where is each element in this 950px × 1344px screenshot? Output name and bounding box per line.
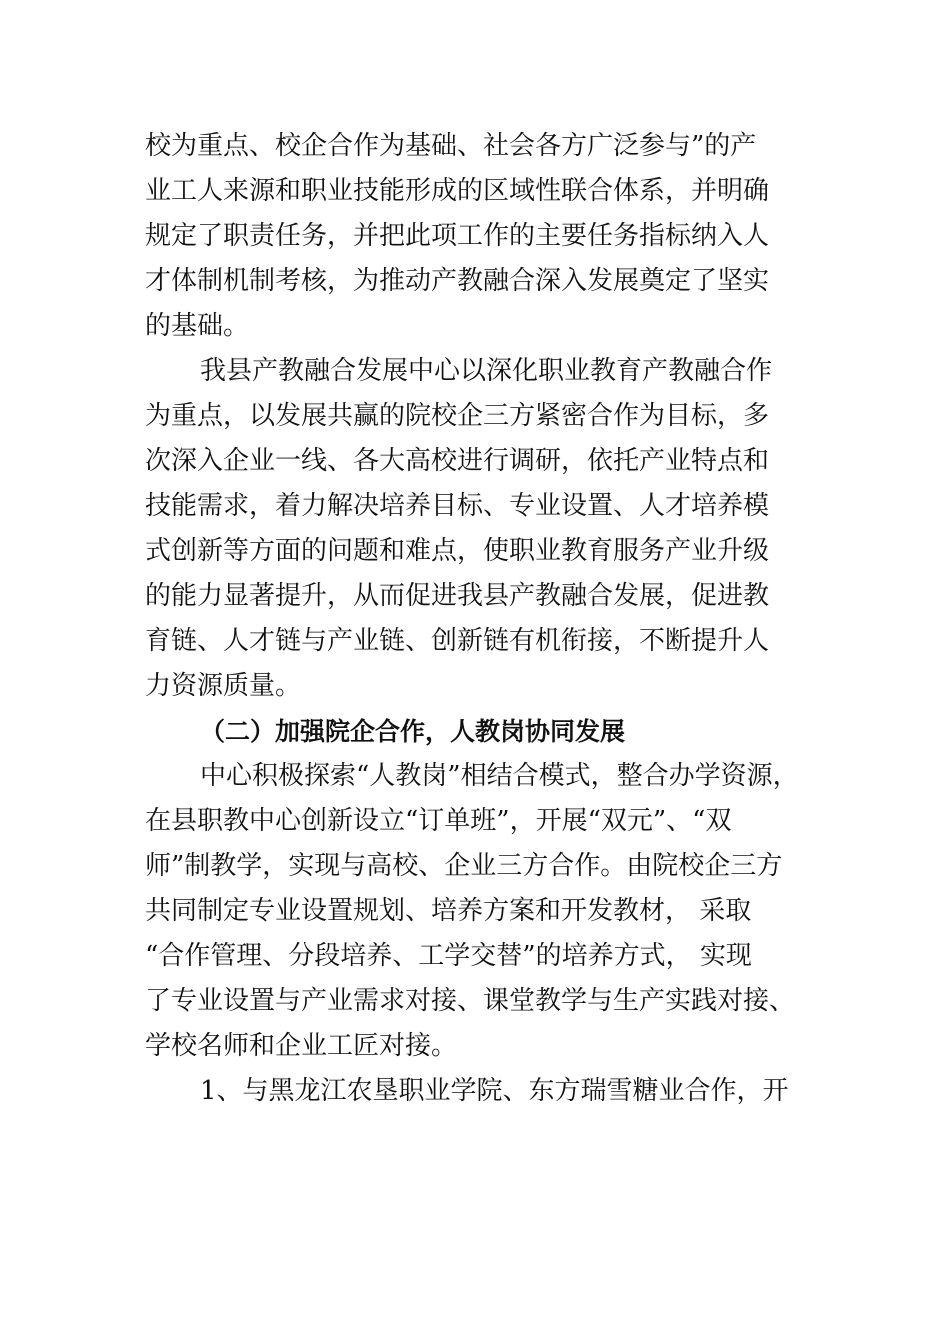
text-line: 在县职教中心创新设立“订单班”，开展“双元”、“双	[145, 806, 732, 836]
text-line: 校为重点、校企合作为基础、社会各方广泛参与”的产	[145, 131, 757, 161]
text-line: 式创新等方面的问题和难点，使职业教育服务产业升级	[145, 536, 770, 566]
text-line: 力资源质量。	[145, 671, 302, 701]
paragraph-3	[145, 754, 810, 1069]
text-line: 了专业设置与产业需求对接、课堂教学与生产实践对接、	[145, 986, 796, 1016]
document-body	[145, 124, 810, 1114]
text-line: 规定了职责任务，并把此项工作的主要任务指标纳入人	[145, 221, 770, 251]
text-line: 共同制定专业设置规划、培养方案和开发教材， 采取	[145, 896, 752, 926]
section-heading: （二）加强院企合作，人教岗协同发展	[200, 717, 626, 746]
text-line: 的能力显著提升，从而促进我县产教融合发展，促进教	[145, 581, 770, 611]
paragraph-2	[145, 349, 810, 709]
text-line: 次深入企业一线、各大高校进行调研，依托产业特点和	[145, 446, 770, 476]
text-line: 技能需求，着力解决培养目标、专业设置、人才培养模	[145, 491, 770, 521]
text-line: 业工人来源和职业技能形成的区域性联合体系，并明确	[145, 176, 770, 206]
text-line: 1、与黑龙江农垦职业学院、东方瑞雪糖业合作，开	[200, 1076, 789, 1106]
text-line: 中心积极探索“人教岗”相结合模式，整合办学资源，	[200, 761, 799, 791]
paragraph-4	[145, 1069, 810, 1114]
text-line: 我县产教融合发展中心以深化职业教育产教融合作	[200, 356, 773, 386]
text-line: 为重点，以发展共赢的院校企三方紧密合作为目标，多	[145, 401, 770, 431]
text-line: 才体制机制考核，为推动产教融合深入发展奠定了坚实	[145, 266, 770, 296]
text-line: 师”制教学，实现与高校、企业三方合作。由院校企三方	[145, 851, 783, 881]
text-line: “合作管理、分段培养、工学交替”的培养方式， 实现	[145, 941, 752, 971]
text-line: 学校名师和企业工匠对接。	[145, 1031, 458, 1061]
paragraph-1	[145, 124, 810, 349]
text-line: 的基础。	[145, 311, 250, 341]
text-line: 育链、人才链与产业链、创新链有机衔接，不断提升人	[145, 626, 770, 656]
